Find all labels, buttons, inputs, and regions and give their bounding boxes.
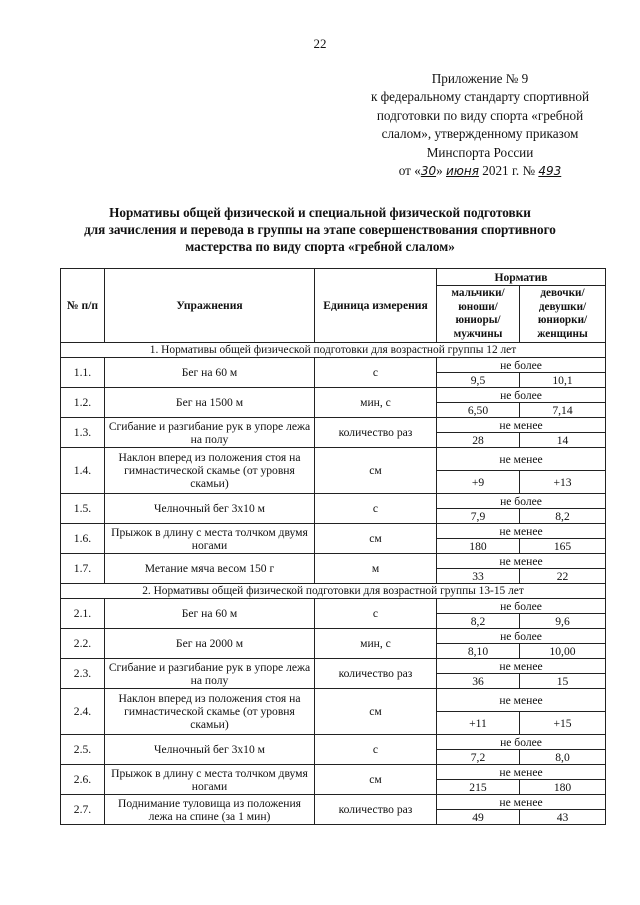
norm-condition: не менее	[437, 524, 606, 539]
value-boys: 215	[437, 780, 520, 795]
exercise-name: Поднимание туловища из положения лежа на спине (за 1 мин)	[105, 795, 315, 825]
unit: см	[315, 524, 437, 554]
appendix-date-line	[346, 162, 614, 180]
norm-condition: не более	[437, 735, 606, 750]
exercise-name: Челночный бег 3х10 м	[105, 494, 315, 524]
order-number: 493	[538, 164, 562, 179]
appendix-line: Приложение № 9	[431, 71, 529, 86]
table-row	[61, 629, 606, 644]
exercise-name: Сгибание и разгибание рук в упоре лежа на полу	[105, 418, 315, 448]
value-boys: 8,10	[437, 644, 520, 659]
date-year: 2021 г. №	[482, 163, 536, 179]
row-number: 1.1.	[61, 358, 105, 388]
table-row	[61, 358, 606, 373]
row-number: 2.6.	[61, 765, 105, 795]
table-row	[61, 795, 606, 810]
value-girls: 165	[520, 539, 606, 554]
norm-condition: не более	[437, 629, 606, 644]
table-row	[61, 689, 606, 712]
row-number: 1.7.	[61, 554, 105, 584]
row-number: 1.2.	[61, 388, 105, 418]
table-row	[61, 418, 606, 433]
unit: мин, с	[315, 629, 437, 659]
value-boys: 28	[437, 433, 520, 448]
date-day: 30	[420, 164, 437, 179]
value-boys: 7,9	[437, 509, 520, 524]
value-girls: 180	[520, 780, 606, 795]
row-number: 1.4.	[61, 448, 105, 494]
norm-condition: не менее	[437, 448, 606, 471]
table-row	[61, 554, 606, 569]
row-number: 1.5.	[61, 494, 105, 524]
date-month: июня	[446, 164, 479, 179]
value-boys: 8,2	[437, 614, 520, 629]
header-girls: девочки/ девушки/ юниорки/ женщины	[520, 286, 606, 343]
table-row	[61, 524, 606, 539]
value-boys: 180	[437, 539, 520, 554]
appendix-line: к федеральному стандарту спортивной	[370, 89, 590, 105]
unit: см	[315, 765, 437, 795]
value-girls: 10,00	[520, 644, 606, 659]
value-boys: +9	[437, 471, 520, 494]
document-title	[40, 204, 600, 255]
table-row	[61, 765, 606, 780]
exercise-name: Челночный бег 3х10 м	[105, 735, 315, 765]
norm-condition: не менее	[437, 689, 606, 712]
exercise-name: Бег на 60 м	[105, 358, 315, 388]
row-number: 2.2.	[61, 629, 105, 659]
value-girls: 9,6	[520, 614, 606, 629]
row-number: 1.3.	[61, 418, 105, 448]
unit: с	[315, 494, 437, 524]
row-number: 2.3.	[61, 659, 105, 689]
unit: количество раз	[315, 795, 437, 825]
unit: м	[315, 554, 437, 584]
value-boys: 49	[437, 810, 520, 825]
value-girls: +15	[520, 712, 606, 735]
norm-condition: не менее	[437, 765, 606, 780]
exercise-name: Наклон вперед из положения стоя на гимнастической скамье (от уровня скамьи)	[105, 448, 315, 494]
section-title: 2. Нормативы общей физической подготовки для возрастной группы 13-15 лет	[61, 584, 606, 599]
header-norm: Норматив	[437, 269, 606, 286]
value-girls: 43	[520, 810, 606, 825]
row-number: 2.7.	[61, 795, 105, 825]
value-girls: +13	[520, 471, 606, 494]
value-girls: 15	[520, 674, 606, 689]
table-row	[61, 659, 606, 674]
appendix-line: слалом», утвержденному приказом	[381, 126, 579, 142]
table-row	[61, 735, 606, 750]
title-line: мастерства по виду спорта «гребной слалом»	[185, 239, 455, 254]
date-mid: »	[436, 163, 443, 179]
header-boys: мальчики/ юноши/ юниоры/ мужчины	[437, 286, 520, 343]
unit: количество раз	[315, 418, 437, 448]
value-boys: 36	[437, 674, 520, 689]
norm-condition: не менее	[437, 554, 606, 569]
unit: с	[315, 735, 437, 765]
exercise-name: Бег на 1500 м	[105, 388, 315, 418]
exercise-name: Прыжок в длину с места толчком двумя ногами	[105, 765, 315, 795]
unit: см	[315, 689, 437, 735]
table-row	[61, 599, 606, 614]
row-number: 2.4.	[61, 689, 105, 735]
unit: с	[315, 599, 437, 629]
norm-condition: не более	[437, 599, 606, 614]
unit: см	[315, 448, 437, 494]
title-line: Нормативы общей физической и специальной физической подготовки	[109, 205, 531, 220]
header-num: № п/п	[61, 269, 105, 343]
appendix-line: подготовки по виду спорта «гребной	[376, 107, 584, 123]
section-title: 1. Нормативы общей физической подготовки для возрастной группы 12 лет	[61, 343, 606, 358]
norm-condition: не менее	[437, 659, 606, 674]
row-number: 2.5.	[61, 735, 105, 765]
exercise-name: Прыжок в длину с места толчком двумя ногами	[105, 524, 315, 554]
value-boys: +11	[437, 712, 520, 735]
unit: с	[315, 358, 437, 388]
value-boys: 7,2	[437, 750, 520, 765]
value-boys: 6,50	[437, 403, 520, 418]
page-number: 22	[313, 36, 327, 51]
header-unit: Единица измерения	[315, 269, 437, 343]
appendix-block	[346, 70, 614, 180]
value-boys: 9,5	[437, 373, 520, 388]
value-girls: 8,0	[520, 750, 606, 765]
title-line: для зачисления и перевода в группы на этапе совершенствования спортивного	[84, 222, 556, 237]
norm-condition: не более	[437, 388, 606, 403]
date-prefix: от «	[398, 163, 421, 179]
appendix-line: Минспорта России	[426, 144, 534, 160]
header-exercise: Упражнения	[105, 269, 315, 343]
value-girls: 14	[520, 433, 606, 448]
norm-condition: не более	[437, 358, 606, 373]
table-row	[61, 388, 606, 403]
norm-condition: не менее	[437, 795, 606, 810]
unit: мин, с	[315, 388, 437, 418]
exercise-name: Бег на 60 м	[105, 599, 315, 629]
exercise-name: Сгибание и разгибание рук в упоре лежа на полу	[105, 659, 315, 689]
row-number: 1.6.	[61, 524, 105, 554]
value-girls: 10,1	[520, 373, 606, 388]
value-girls: 7,14	[520, 403, 606, 418]
table-row	[61, 448, 606, 471]
norms-table	[60, 268, 606, 825]
table-row	[61, 494, 606, 509]
norm-condition: не менее	[437, 418, 606, 433]
table-body	[61, 343, 606, 825]
value-boys: 33	[437, 569, 520, 584]
value-girls: 22	[520, 569, 606, 584]
norm-condition: не более	[437, 494, 606, 509]
unit: количество раз	[315, 659, 437, 689]
exercise-name: Метание мяча весом 150 г	[105, 554, 315, 584]
value-girls: 8,2	[520, 509, 606, 524]
exercise-name: Наклон вперед из положения стоя на гимнастической скамье (от уровня скамьи)	[105, 689, 315, 735]
exercise-name: Бег на 2000 м	[105, 629, 315, 659]
row-number: 2.1.	[61, 599, 105, 629]
